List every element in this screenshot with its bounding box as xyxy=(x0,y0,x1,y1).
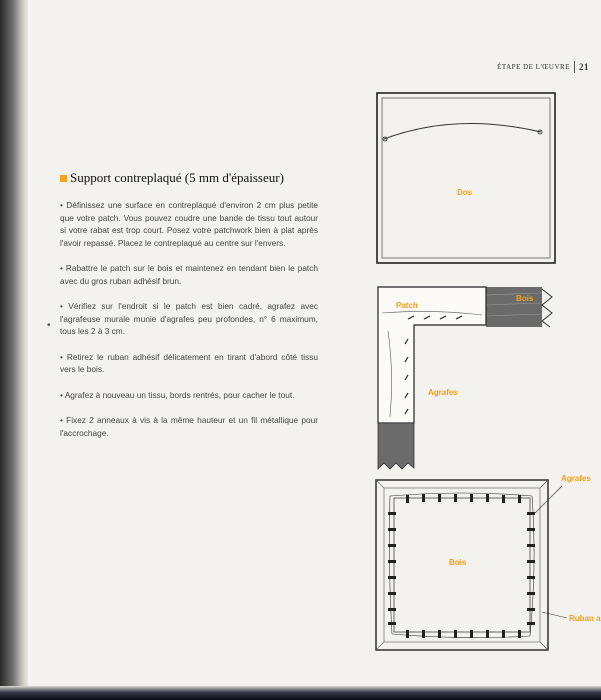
paragraph: • Rabattre le patch sur le bois et maintenez en tendant bien le patch avec du gros ruban adhésif brun. xyxy=(60,263,318,286)
back-view-drawing xyxy=(376,92,556,264)
stray-bullet-mark: • xyxy=(47,320,51,331)
back-label: Dos xyxy=(457,188,473,197)
framed-board-drawing xyxy=(372,474,601,656)
book-spine-shadow xyxy=(0,0,28,700)
header-separator xyxy=(574,61,575,73)
page-number: 21 xyxy=(579,62,589,72)
section-heading xyxy=(60,170,284,186)
paragraph: • Fixez 2 anneaux à vis à la même hauteur et un fil métallique pour l'accrochage. xyxy=(60,415,318,438)
scan-bottom-edge xyxy=(0,686,601,700)
figure-back-view xyxy=(376,92,556,264)
board-tape-label: Ruban a xyxy=(569,614,601,623)
chapter-title: ÉTAPE DE L'ŒUVRE xyxy=(497,63,570,71)
paragraph: • Retirez le ruban adhésif délicatement en tirant d'abord côté tissu vers le bois. xyxy=(60,351,318,374)
section-title-text: Support contreplaqué (5 mm d'épaisseur) xyxy=(70,170,284,185)
figure-framed-board xyxy=(372,474,601,656)
paragraph: • Agrafez à nouveau un tissu, bords rentrés, pour cacher le tout. xyxy=(60,389,295,400)
paragraph: • Vérifiez sur l'endroit si le patch est bien cadré, agrafez avec l'agrafeuse murale munie d'agrafes peu profondes, n° 6 maximum, tous les 2 à 3 cm. xyxy=(60,301,318,336)
paragraph: • Définissez une surface en contreplaqué d'environ 2 cm plus petite que votre patch. Vous pouvez coudre une bande de tissu tout autour si votre rabat est trop court. Posez votre patchwork bien à plat après l'avoir repassé. Placez le contreplaqué au centre sur l'envers. xyxy=(60,200,318,248)
figure-corner-detail xyxy=(374,283,554,478)
instructions-text xyxy=(60,199,318,452)
board-staples-label: Agrafes xyxy=(561,474,591,483)
patch-label: Patch xyxy=(396,301,418,310)
board-wood-label: Bois xyxy=(449,558,467,567)
wood-label: Bois xyxy=(516,294,534,303)
corner-detail-drawing xyxy=(374,283,554,478)
orange-square-bullet-icon xyxy=(60,175,67,182)
page-header xyxy=(497,61,589,73)
staples-label: Agrafes xyxy=(428,388,458,397)
